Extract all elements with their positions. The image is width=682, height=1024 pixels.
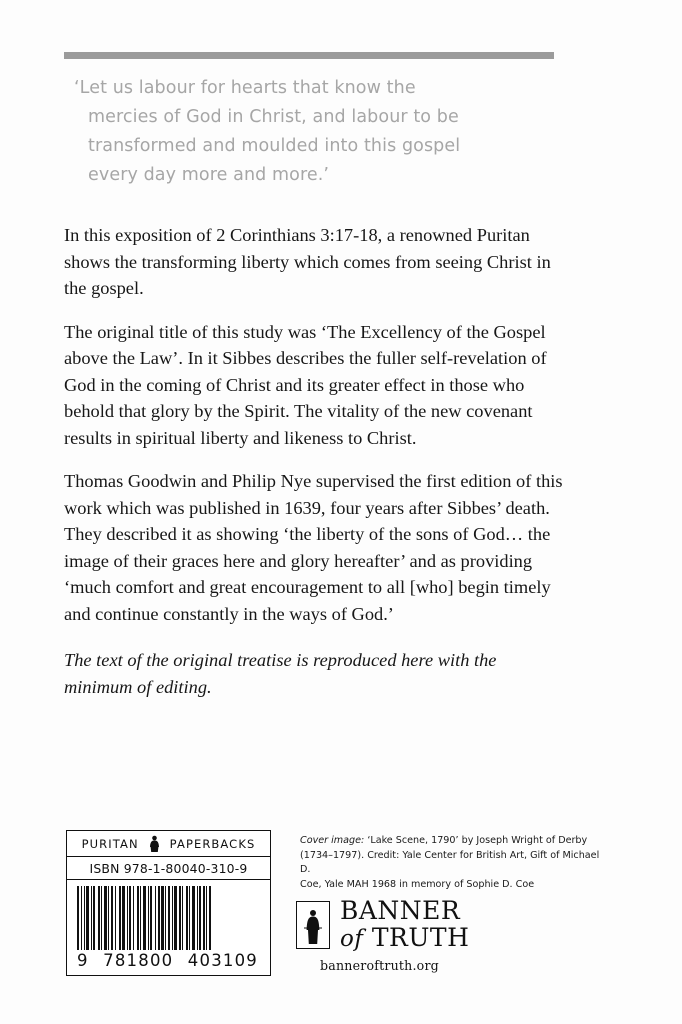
top-divider-rule	[64, 52, 554, 59]
puritan-figure-icon	[148, 835, 161, 852]
isbn-text: ISBN 978-1-80040-310-9	[67, 857, 270, 880]
barcode-digit-group-mid: 781800	[103, 951, 174, 970]
barcode-block	[66, 830, 271, 976]
banner-of-truth-emblem-icon	[296, 901, 330, 949]
publisher-name-line-1: BANNER	[340, 896, 461, 925]
blurb-text	[64, 222, 564, 716]
blurb-editorial-note: The text of the original treatise is reproduced here with the minimum of editing.	[64, 650, 497, 697]
series-banner	[67, 831, 270, 857]
credit-label: Cover image:	[300, 835, 365, 846]
barcode-digit-group-left: 9	[77, 951, 89, 970]
pull-quote-line-1: ‘Let us labour for hearts that know the	[74, 78, 416, 98]
pull-quote-line-3: transformed and moulded into this gospel	[88, 136, 461, 156]
barcode-bars	[67, 880, 270, 950]
publisher-name-line-2: TRUTH	[371, 923, 470, 952]
pull-quote-line-2: mercies of God in Christ, and labour to be	[88, 107, 459, 127]
barcode-digit-group-right: 403109	[187, 951, 258, 970]
credit-line-2: (1734–1797). Credit: Yale Center for British Art, Gift of Michael D.	[300, 849, 600, 875]
blurb-paragraph-3: Thomas Goodwin and Philip Nye supervised the first edition of this work which was published in 1639, four years after Sibbes’ death. They described it as showing ‘the liberty of the sons of God… the image of their graces here and glory hereafter’ and as providing ‘much comfort and great encouragement to all [who] begin timely and continue constantly in the ways of God.’	[64, 471, 563, 624]
cover-image-credit	[300, 834, 600, 892]
blurb-paragraph-1: In this exposition of 2 Corinthians 3:17-18, a renowned Puritan shows the transforming liberty which comes from seeing Christ in the gospel.	[64, 225, 551, 298]
publisher-url[interactable]: banneroftruth.org	[320, 958, 439, 973]
series-label-left: PURITAN	[81, 836, 139, 851]
pull-quote-line-4: every day more and more.’	[88, 165, 330, 185]
cover-footer	[0, 820, 682, 1024]
pull-quote	[74, 74, 514, 190]
publisher-logo[interactable]	[296, 898, 596, 973]
barcode-digits	[67, 950, 270, 975]
blurb-paragraph-2: The original title of this study was ‘The Excellency of the Gospel above the Law’. In it Sibbes describes the fuller self-revelation of God in the coming of Christ and its greater effect in those who behold that glory by the Spirit. The vitality of the new covenant results in spiritual liberty and likeness to Christ.	[64, 321, 547, 448]
credit-line-1: ‘Lake Scene, 1790’ by Joseph Wright of Derby	[364, 835, 588, 846]
credit-line-3: Coe, Yale MAH 1968 in memory of Sophie D. Coe	[300, 878, 535, 890]
series-label-right: PAPERBACKS	[169, 836, 256, 851]
publisher-name-of: of	[340, 926, 364, 952]
